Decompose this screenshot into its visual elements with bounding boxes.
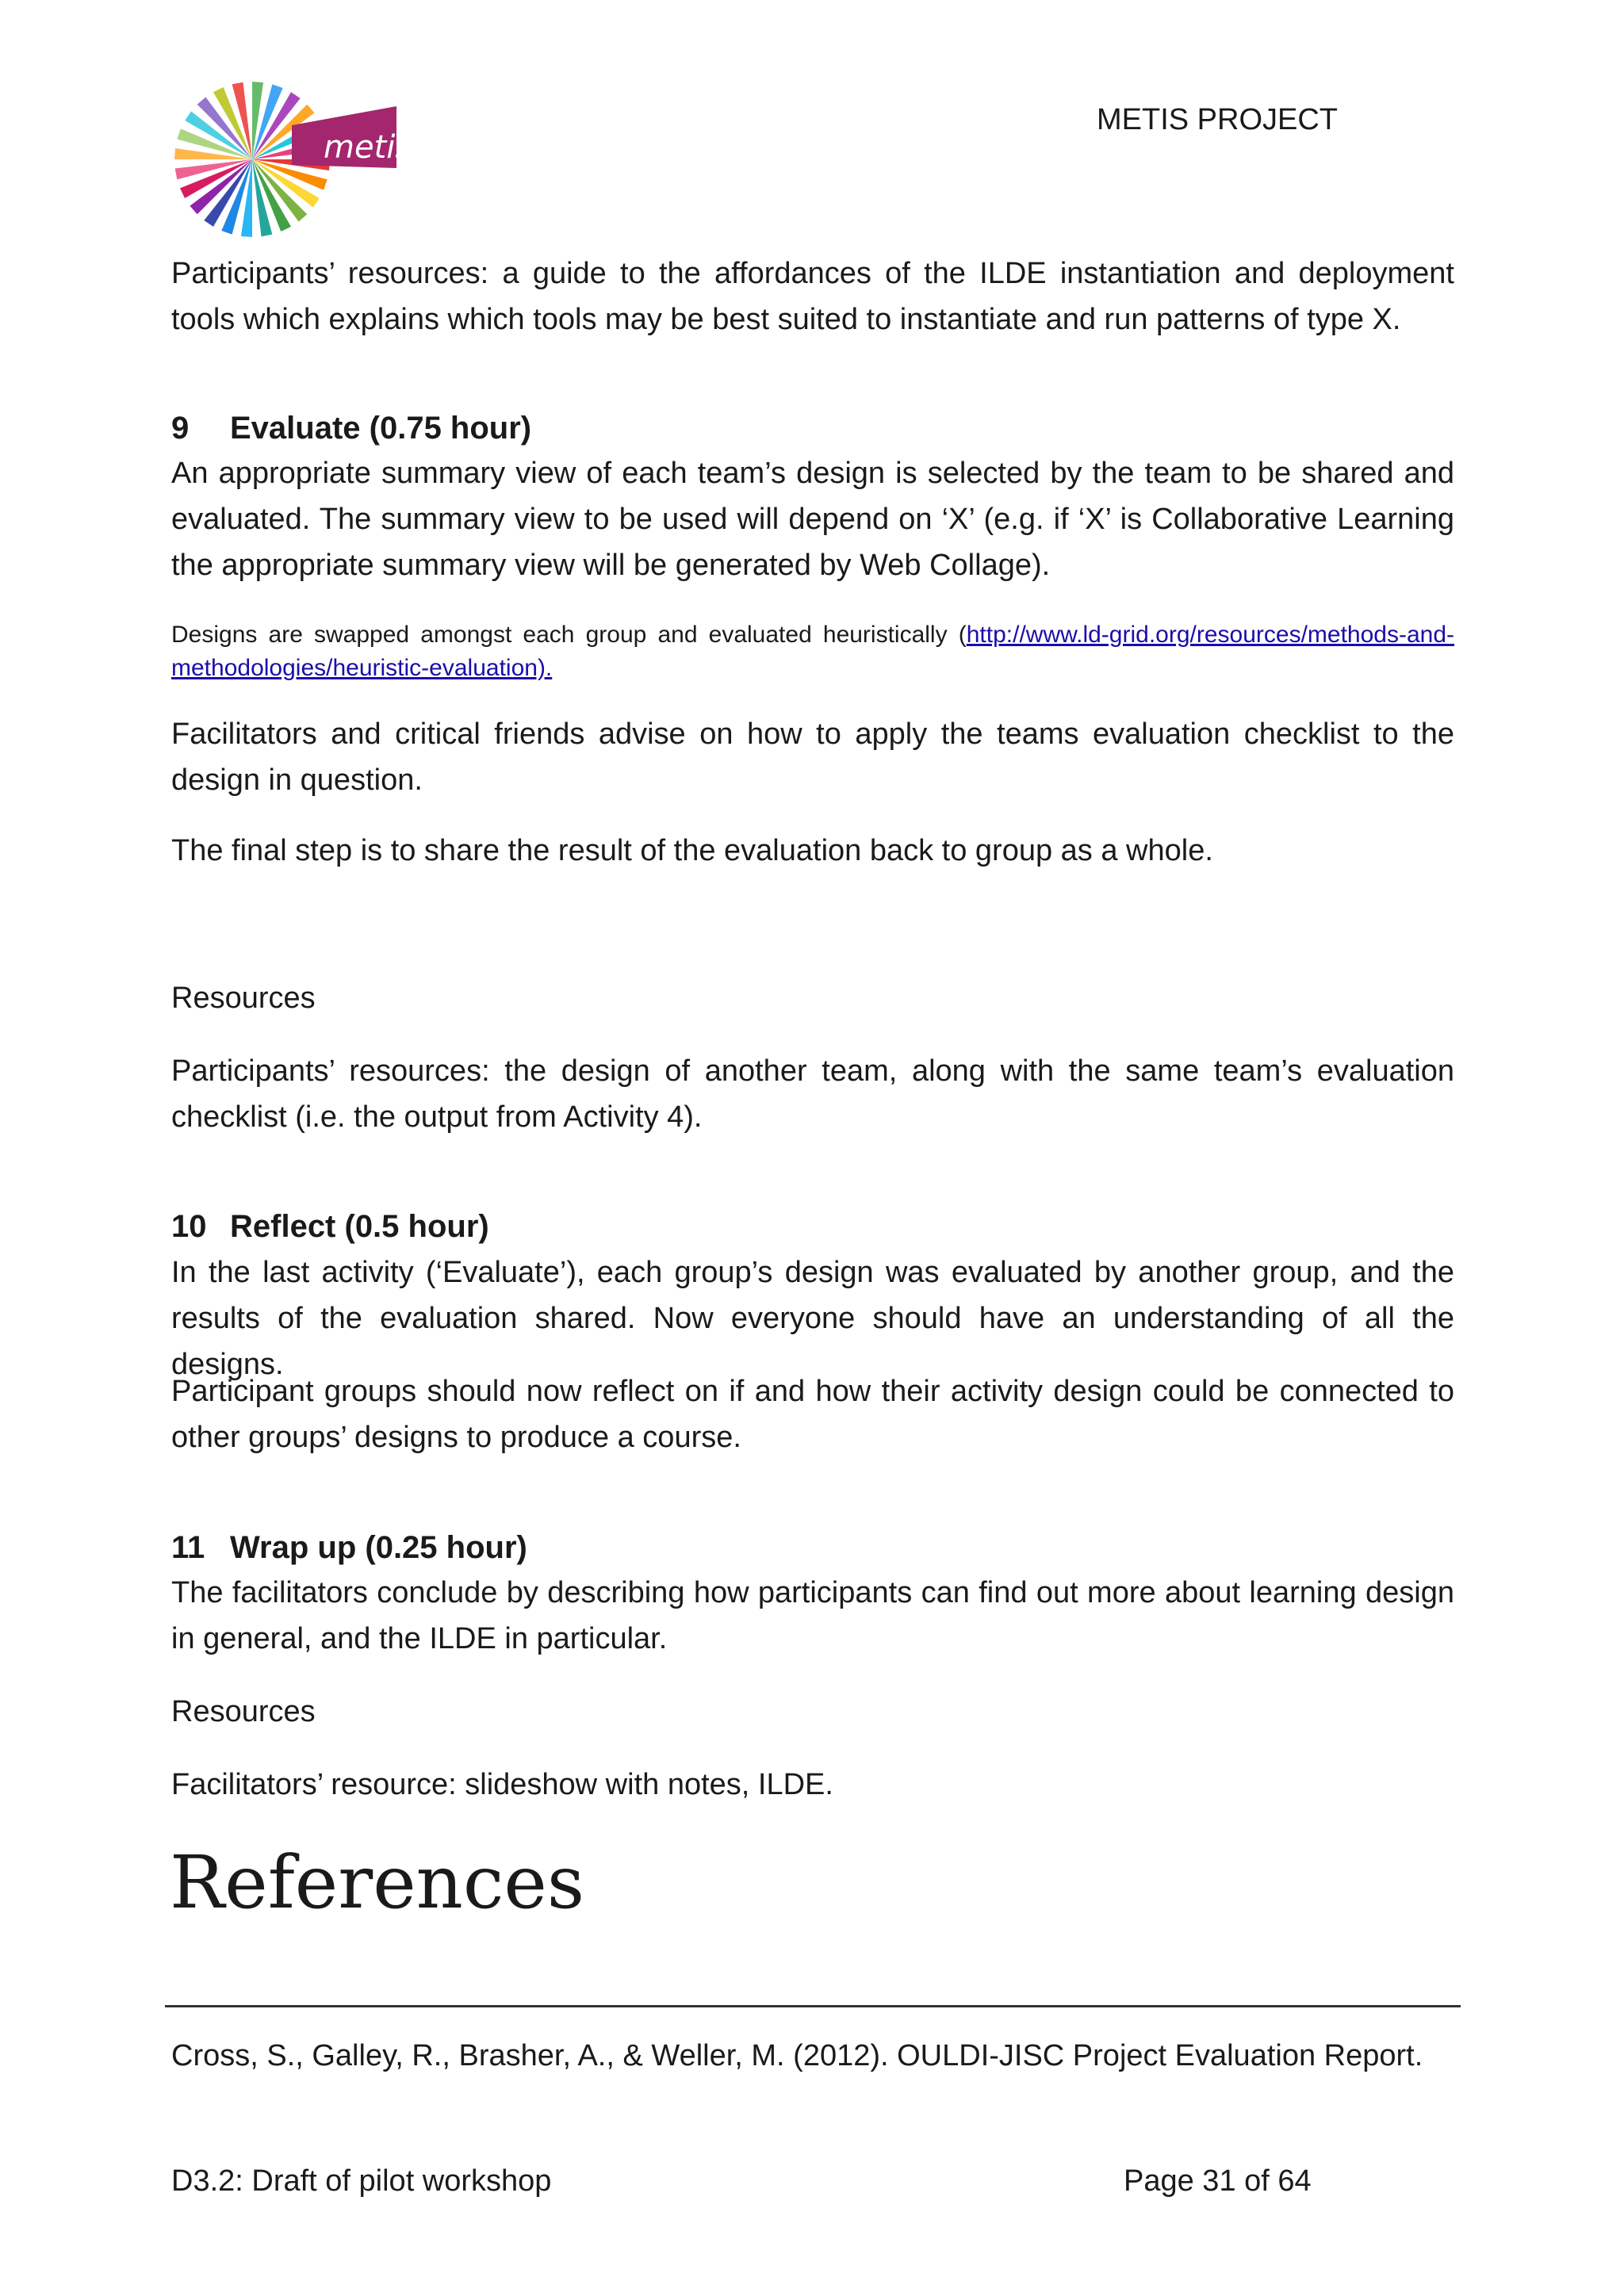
section-10-paragraph-2: Participant groups should now reflect on if and how their activity design could be connected to other groups’ designs to produce a course. [171, 1375, 1454, 1454]
footer-page-number: Page 31 of 64 [1124, 2164, 1312, 2198]
section-11-resources-label: Resources [171, 1695, 316, 1728]
section-11-number: 11 [171, 1530, 205, 1565]
header-project-name: METIS PROJECT [1097, 103, 1339, 136]
intro-paragraph: Participants’ resources: a guide to the affordances of the ILDE instantiation and deployment tools which explains which tools may be best suited to instantiate and run patterns of type X. [171, 257, 1454, 336]
section-10-heading [171, 1207, 489, 1246]
section-10-title: Reflect (0.5 hour) [230, 1209, 489, 1244]
section-9-resources-label: Resources [171, 982, 316, 1015]
section-9-paragraph-5: Participants’ resources: the design of another team, along with the same team’s evaluation checklist (i.e. the output from Activity 4). [171, 1054, 1454, 1134]
footer-document-title: D3.2: Draft of pilot workshop [171, 2164, 552, 2198]
section-11-heading [171, 1528, 527, 1567]
section-11-title: Wrap up (0.25 hour) [230, 1530, 527, 1565]
section-11-paragraph-1: The facilitators conclude by describing how participants can find out more about learning design in general, and the ILDE in particular. [171, 1576, 1454, 1655]
section-10-paragraph-1: In the last activity (‘Evaluate’), each group’s design was evaluated by another group, and the results of the evaluation shared. Now everyone should have an understanding of all the designs. [171, 1256, 1454, 1381]
section-10-number: 10 [171, 1209, 207, 1244]
section-9-paragraph-4: The final step is to share the result of the evaluation back to group as a whole. [171, 834, 1213, 867]
section-11-paragraph-2: Facilitators’ resource: slideshow with notes, ILDE. [171, 1768, 833, 1801]
metis-logo [173, 76, 412, 243]
logo-wordmark: metis [324, 129, 412, 166]
section-9-heading [171, 408, 531, 448]
heuristic-evaluation-link[interactable]: http://www.ld-grid.org/resources/methods-and-methodologies/heuristic-evaluation). [171, 622, 1454, 681]
references-heading: References [170, 1840, 585, 1925]
logo-ray [241, 159, 252, 237]
section-9-paragraph-2-text: Designs are swapped amongst each group and evaluated heuristically ( [171, 622, 967, 648]
section-9-title: Evaluate (0.75 hour) [230, 411, 532, 446]
logo-ray [252, 82, 263, 159]
logo-ray [174, 148, 252, 159]
section-9-paragraph-1: An appropriate summary view of each team’s design is selected by the team to be shared and evaluated. The summary view to be used will depend on ‘X’ (e.g. if ‘X’ is Collaborative Learning the appropriate summary view will be generated by Web Collage). [171, 457, 1454, 582]
footnote-reference: Cross, S., Galley, R., Brasher, A., & Weller, M. (2012). OULDI-JISC Project Evaluation Report. [171, 2039, 1423, 2072]
footnote-divider [165, 2005, 1461, 2007]
section-9-paragraph-3: Facilitators and critical friends advise on how to apply the teams evaluation checklist to the design in question. [171, 718, 1454, 797]
section-9-number: 9 [171, 411, 190, 446]
section-9-paragraph-2 [171, 618, 1454, 685]
